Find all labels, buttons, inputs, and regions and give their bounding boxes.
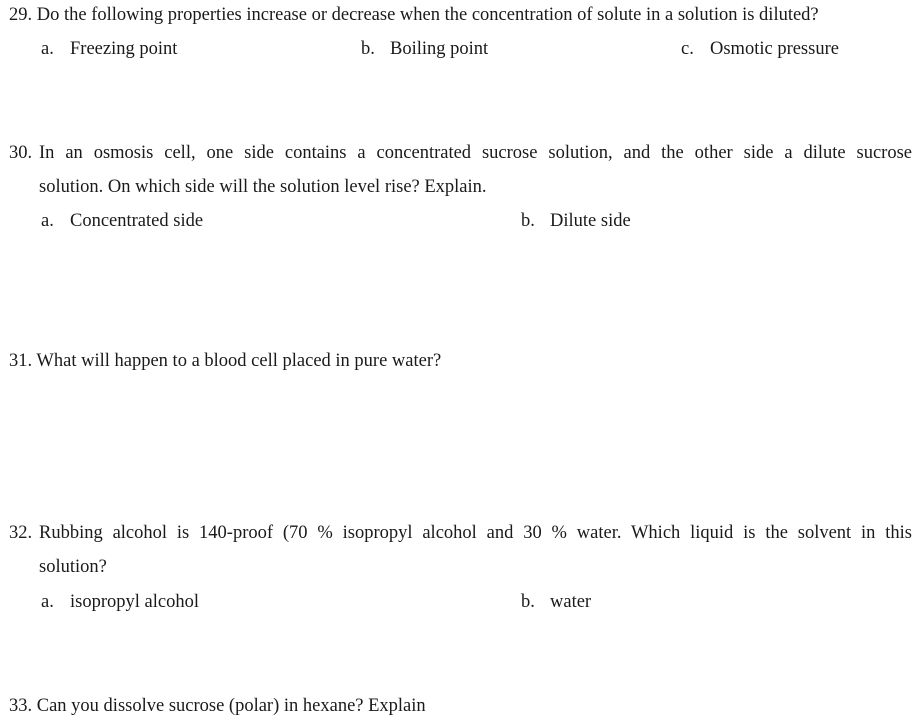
option-29b: [361, 40, 488, 59]
question-32-text-line2: solution?: [39, 557, 107, 577]
option-letter: b.: [361, 39, 375, 59]
option-30b: [521, 212, 631, 231]
option-32b: [521, 593, 591, 612]
option-29a: [41, 40, 177, 59]
option-29c: [681, 40, 839, 59]
option-30a: [41, 212, 203, 231]
option-text: water: [550, 592, 592, 612]
option-text: Osmotic pressure: [710, 39, 839, 59]
option-letter: c.: [681, 39, 694, 59]
option-text: isopropyl alcohol: [70, 592, 199, 612]
option-text: Concentrated side: [70, 211, 204, 231]
option-text: Dilute side: [550, 211, 631, 231]
option-letter: a.: [41, 592, 54, 612]
question-30-text-line1: In an osmosis cell, one side contains a concentrated sucrose solution, and the other side a dilute sucrose: [39, 143, 912, 163]
question-29: [9, 6, 819, 25]
question-text: What will happen to a blood cell placed in pure water?: [36, 351, 442, 371]
option-letter: b.: [521, 592, 535, 612]
question-number: 31.: [9, 351, 33, 371]
option-letter: a.: [41, 211, 54, 231]
option-letter: a.: [41, 39, 54, 59]
question-32-text-line1: Rubbing alcohol is 140-proof (70 % isopropyl alcohol and 30 % water. Which liquid is the solvent in this: [39, 523, 912, 543]
option-text: Boiling point: [390, 39, 489, 59]
question-text: Can you dissolve sucrose (polar) in hexane? Explain: [36, 696, 426, 716]
question-number: 30.: [9, 143, 33, 163]
question-number: 33.: [9, 696, 33, 716]
option-text: Freezing point: [70, 39, 178, 59]
question-32-number-wrap: [9, 524, 32, 543]
question-number: 29.: [9, 5, 33, 25]
question-text: Do the following properties increase or decrease when the concentration of solute in a solution is diluted?: [36, 5, 819, 25]
question-31: [9, 352, 441, 371]
question-number: 32.: [9, 523, 33, 543]
option-32a: [41, 593, 199, 612]
question-33: [9, 697, 426, 716]
question-30-number-wrap: [9, 144, 32, 163]
option-letter: b.: [521, 211, 535, 231]
question-30-text-line2: solution. On which side will the solution level rise? Explain.: [39, 177, 487, 197]
